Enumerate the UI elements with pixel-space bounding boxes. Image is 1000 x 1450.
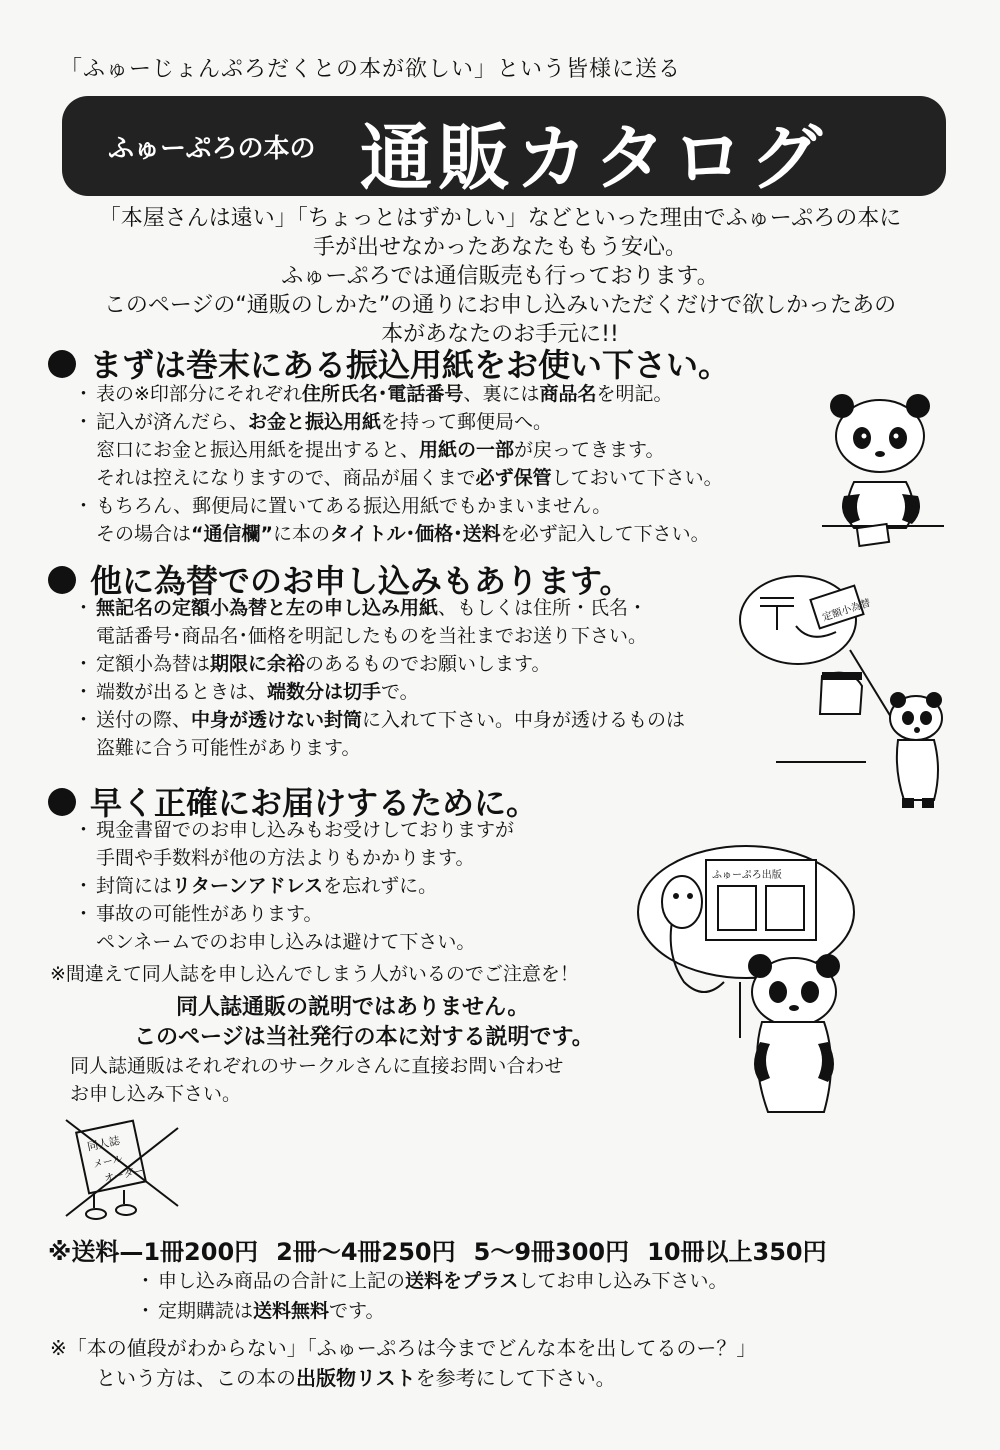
fee-note: ・ 定期購読は送料無料です。 [140,1296,727,1326]
emphasis-line: 同人誌通販の説明ではありません。 [176,995,530,1020]
list-item-continuation: 手間や手数料が他の方法よりもかかります。 [96,847,475,869]
bullet-dot-icon [48,566,76,594]
top-tagline: 「ふゅーじょんぷろだくとの本が欲しい」という皆様に送る [60,57,682,82]
list-item: ・ 事故の可能性があります。 [78,900,514,928]
footer-line: という方は、この本の出版物リストを参考にして下さい。 [96,1366,616,1390]
intro-line: 本があなたのお手元に!! [381,322,619,347]
list-item: ・ 無記名の定額小為替と左の申し込み用紙、もしくは住所・氏名・ [78,594,685,622]
envelope-text: ふゅーぷろ出版 [712,870,782,881]
section-list-money-order [78,594,685,762]
intro-line: ふゅーぷろでは通信販売も行っております。 [281,264,719,289]
order-sign-text: 定額小為替 [821,597,873,624]
fee-note: ・ 申し込み商品の合計に上記の送料をプラスしてお申し込み下さい。 [140,1266,727,1296]
list-item: ・ もちろん、郵便局に置いてある振込用紙でもかまいません。 [78,492,723,520]
footer-line: ※「本の値段がわからない」「ふゅーぷろは今までどんな本を出してるのー？」 [50,1336,757,1360]
list-item: ・ 送付の際、中身が透けない封筒に入れて下さい。中身が透けるものは [78,706,685,734]
list-item: ・ 定額小為替は期限に余裕のあるものでお願いします。 [78,650,685,678]
intro-paragraph [0,204,1000,349]
warning-note: ※間違えて同人誌を申し込んでしまう人がいるのでご注意を！ [50,963,579,985]
sign-text: 同人誌 [86,1133,122,1154]
list-item: ・ 表の※印部分にそれぞれ住所氏名･電話番号、裏には商品名を明記。 [78,380,723,408]
fee-label: ※送料 [48,1238,120,1266]
bullet-dot-icon [48,350,76,378]
fee-tier: —1冊200円 [119,1238,259,1266]
list-item: ・ 封筒にはリターンアドレスを忘れずに。 [78,872,514,900]
list-item-continuation: ペンネームでのお申し込みは避けて下さい。 [96,931,476,953]
section-list-accurate-delivery [78,816,514,956]
fee-tier: 10冊以上350円 [647,1238,827,1266]
section-heading-text: 他に為替でのお申し込みもあります。 [90,562,632,600]
list-item: ・ 現金書留でのお申し込みもお受けしておりますが [78,816,514,844]
intro-line: 「本屋さんは遠い」「ちょっとはずかしい」などといった理由でふゅーぷろの本に [98,206,902,231]
section-heading-text: 早く正確にお届けするために。 [90,784,539,822]
shipping-fee-table [48,1232,845,1267]
intro-line: このページの“通販のしかた”の通りにお申し込みいただくだけで欲しかったあの [103,293,897,318]
banner-title: 通販カタログ [360,116,829,200]
bullet-dot-icon [48,788,76,816]
list-item: ・ 記入が済んだら、お金と振込用紙を持って郵便局へ。 [78,408,723,436]
fee-tier: 5〜9冊300円 [473,1238,630,1266]
fee-notes [140,1266,727,1326]
crossed-out-mail-order-sign [60,1116,190,1228]
fee-tier: 2冊〜4冊250円 [276,1238,456,1266]
notice-body-line: 同人誌通販はそれぞれのサークルさんに直接お問い合わせ [70,1055,564,1077]
sign-text: オーダー [103,1165,145,1185]
list-item: ・ 端数が出るときは、端数分は切手で。 [78,678,685,706]
list-item-continuation: それは控えになりますので、商品が届くまで必ず保管しておいて下さい。 [96,467,723,489]
section-list-transfer-form [78,380,723,548]
list-item-continuation: 窓口にお金と振込用紙を提出すると、用紙の一部が戻ってきます。 [96,439,665,461]
section-heading-text: まずは巻末にある振込用紙をお使い下さい。 [90,346,731,384]
notice-body-line: お申し込み下さい。 [70,1083,242,1105]
list-item-continuation: その場合は“通信欄”に本のタイトル･価格･送料を必ず記入して下さい。 [96,523,710,545]
banner-subtitle: ふゅーぷろの本の [108,134,316,164]
panda-at-desk-illustration [818,392,948,552]
list-item-continuation: 電話番号･商品名･価格を明記したものを当社までお送り下さい。 [96,625,648,647]
sign-text: メール [92,1153,124,1171]
post-office-exchange-illustration [736,572,946,812]
list-item-continuation: 盗難に合う可能性があります。 [96,737,361,759]
worm-envelope-panda-illustration [636,842,856,1122]
emphasis-line: このページは当社発行の本に対する説明です。 [134,1025,594,1050]
intro-line: 手が出せなかったあなたももう安心。 [312,235,687,260]
